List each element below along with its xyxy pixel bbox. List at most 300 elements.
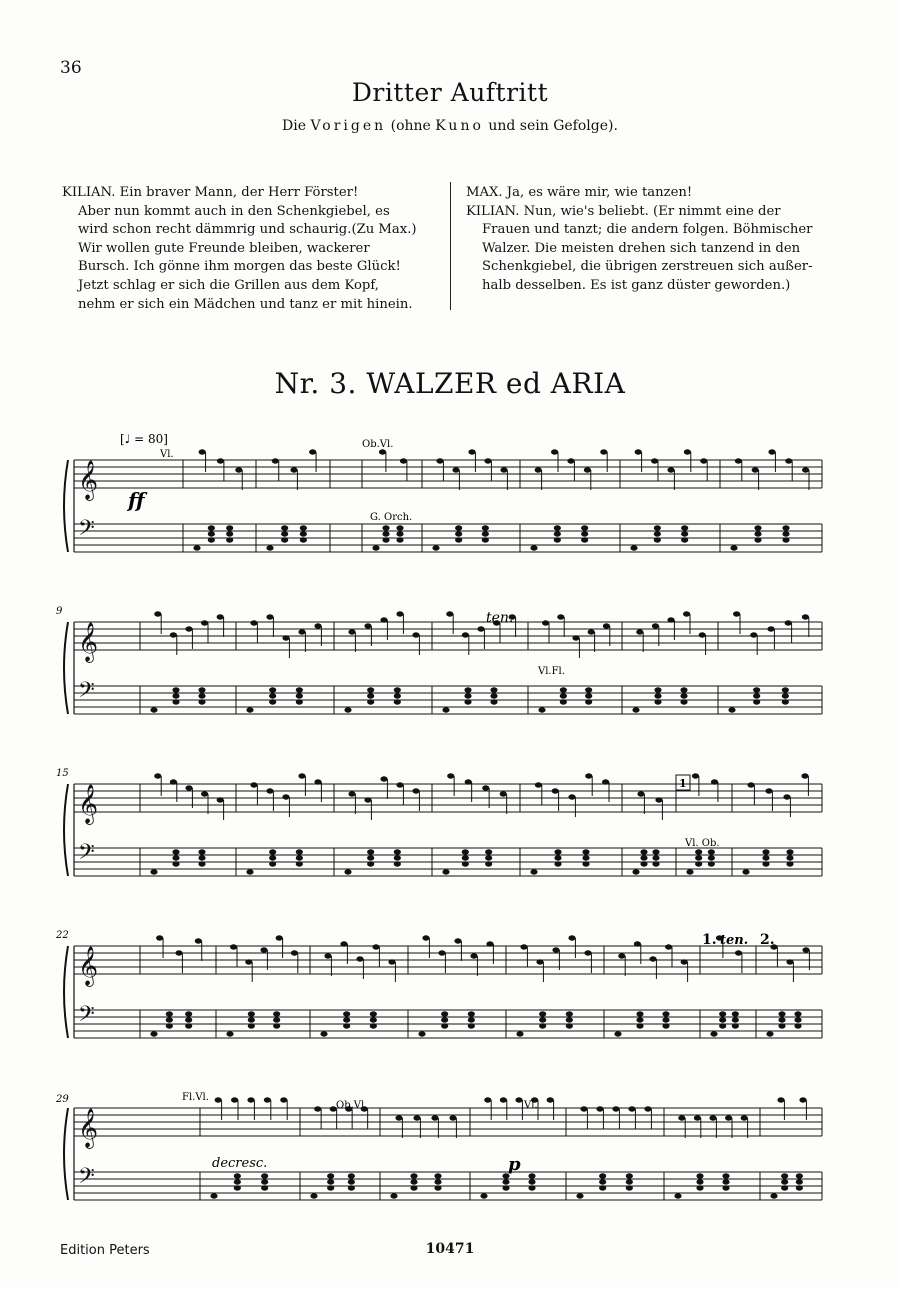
chord-note-head (396, 537, 403, 542)
chord-note-head (468, 1011, 475, 1016)
measure-number: 15 (56, 768, 69, 779)
note-head (340, 941, 347, 946)
bass-note-head (674, 1193, 681, 1198)
bass-note-head (538, 707, 545, 712)
chord-note-head (394, 855, 401, 860)
bass-note-head (150, 869, 157, 874)
note-head (735, 950, 742, 955)
chord-note-head (464, 687, 471, 692)
note-head (535, 467, 542, 472)
note-head (515, 1097, 522, 1102)
instrument-label: Vl.Fl. (538, 666, 565, 677)
chord-note-head (394, 699, 401, 704)
chord-note-head (367, 849, 374, 854)
chord-note-head (652, 855, 659, 860)
note-head (431, 1115, 438, 1120)
subtitle-kuno: Kuno (435, 118, 484, 134)
chord-note-head (172, 849, 179, 854)
note-head (280, 1097, 287, 1102)
instrument-label: G. Orch. (370, 512, 413, 523)
dialog-line: Walzer. Die meisten drehen sich tanzend in den (482, 240, 801, 256)
chord-note-head (640, 849, 647, 854)
chord-note-head (786, 849, 793, 854)
instrument-label: Ob.Vl. (362, 439, 394, 450)
chord-note-head (198, 849, 205, 854)
note-head (655, 797, 662, 802)
dialog-line: halb desselben. Es ist ganz düster geworden.) (482, 277, 791, 293)
note-head (683, 611, 690, 616)
note-head (282, 635, 289, 640)
note-head (175, 950, 182, 955)
bass-note-head (310, 1193, 317, 1198)
bass-note-head (728, 707, 735, 712)
chord-note-head (762, 855, 769, 860)
bass-note-head (530, 545, 537, 550)
note-head (618, 953, 625, 958)
chord-note-head (455, 525, 462, 530)
chord-note-head (485, 855, 492, 860)
chord-note-head (696, 1179, 703, 1184)
chord-note-head (396, 531, 403, 536)
chord-note-head (681, 531, 688, 536)
instrument-label: Vl. Ob. (685, 838, 720, 849)
chord-note-head (367, 861, 374, 866)
chord-note-head (198, 693, 205, 698)
chord-note-head (198, 699, 205, 704)
note-head (557, 614, 564, 619)
bass-note-head (686, 869, 693, 874)
first-ending: 1. (702, 932, 717, 948)
chord-note-head (636, 1017, 643, 1022)
chord-note-head (269, 855, 276, 860)
chord-note-head (490, 693, 497, 698)
note-head (217, 458, 224, 463)
chord-note-head (269, 861, 276, 866)
note-head (551, 449, 558, 454)
note-head (681, 959, 688, 964)
chord-note-head (732, 1017, 739, 1022)
note-head (547, 1097, 554, 1102)
brace-icon (64, 1108, 68, 1200)
subtitle-part: und sein Gefolge). (483, 118, 618, 134)
note-head (314, 1106, 321, 1111)
dialog-line: Jetzt schlag er sich die Grillen aus dem Kopf, (78, 277, 379, 293)
chord-note-head (640, 861, 647, 866)
dialog-line: Frauen und tanzt; die andern folgen. Böhmischer (482, 222, 813, 238)
chord-note-head (382, 525, 389, 530)
note-head (802, 614, 809, 619)
note-head (447, 773, 454, 778)
chord-note-head (662, 1011, 669, 1016)
note-head (584, 950, 591, 955)
note-head (596, 1106, 603, 1111)
chord-note-head (370, 1023, 377, 1028)
note-head (400, 458, 407, 463)
note-head (282, 794, 289, 799)
chord-note-head (269, 687, 276, 692)
chord-note-head (462, 849, 469, 854)
note-head (802, 947, 809, 952)
bass-note-head (390, 1193, 397, 1198)
chord-note-head (732, 1023, 739, 1028)
chord-note-head (300, 531, 307, 536)
chord-note-head (528, 1179, 535, 1184)
note-head (634, 941, 641, 946)
note-head (309, 449, 316, 454)
chord-note-head (248, 1011, 255, 1016)
chord-note-head (296, 861, 303, 866)
chord-note-head (778, 1011, 785, 1016)
note-head (470, 953, 477, 958)
chord-note-head (441, 1011, 448, 1016)
chord-note-head (462, 855, 469, 860)
dialog-line: Aber nun kommt auch in den Schenkgiebel, es (78, 203, 390, 219)
chord-note-head (554, 855, 561, 860)
note-head (413, 1115, 420, 1120)
note-head (536, 959, 543, 964)
chord-note-head (434, 1179, 441, 1184)
chord-note-head (782, 693, 789, 698)
note-head (348, 791, 355, 796)
note-head (484, 1097, 491, 1102)
scene-subtitle (0, 118, 900, 134)
chord-note-head (226, 531, 233, 536)
bass-note-head (266, 545, 273, 550)
chord-note-head (269, 693, 276, 698)
note-head (652, 623, 659, 628)
chord-note-head (796, 1173, 803, 1178)
bass-note-head (246, 869, 253, 874)
chord-note-head (599, 1185, 606, 1190)
note-head (651, 458, 658, 463)
note-head (785, 620, 792, 625)
note-head (768, 449, 775, 454)
chord-note-head (482, 531, 489, 536)
bass-note-head (246, 707, 253, 712)
chord-note-head (462, 861, 469, 866)
chord-note-head (296, 699, 303, 704)
bass-clef-icon: 𝄢 (78, 516, 95, 546)
chord-note-head (455, 537, 462, 542)
note-head (250, 620, 257, 625)
note-head (649, 956, 656, 961)
bass-clef-icon: 𝄢 (78, 840, 95, 870)
brace-icon (64, 784, 68, 876)
note-head (777, 1097, 784, 1102)
chord-note-head (327, 1179, 334, 1184)
note-head (201, 791, 208, 796)
chord-note-head (554, 861, 561, 866)
note-head (314, 623, 321, 628)
chord-note-head (696, 1173, 703, 1178)
chord-note-head (732, 1011, 739, 1016)
chord-note-head (708, 855, 715, 860)
note-head (412, 788, 419, 793)
chord-note-head (554, 525, 561, 530)
chord-note-head (782, 531, 789, 536)
chord-note-head (208, 531, 215, 536)
dynamic-decresc: decresc. (212, 1156, 268, 1171)
chord-note-head (281, 537, 288, 542)
chord-note-head (680, 693, 687, 698)
chord-note-head (626, 1173, 633, 1178)
treble-clef-icon: 𝄞 (78, 1108, 99, 1148)
bass-note-head (730, 545, 737, 550)
chord-note-head (652, 849, 659, 854)
instrument-label: Ob.Vl. (336, 1100, 368, 1111)
tempo-marking: [♩ = 80] (120, 432, 168, 446)
chord-note-head (234, 1179, 241, 1184)
chord-note-head (681, 525, 688, 530)
bass-note-head (480, 1193, 487, 1198)
chord-note-head (782, 699, 789, 704)
note-head (195, 938, 202, 943)
note-head (733, 611, 740, 616)
footer-plate-number: 10471 (425, 1241, 475, 1257)
chord-note-head (434, 1185, 441, 1190)
note-head (802, 467, 809, 472)
note-head (572, 635, 579, 640)
note-head (500, 791, 507, 796)
note-head (396, 782, 403, 787)
note-head (799, 1097, 806, 1102)
note-head (260, 947, 267, 952)
chord-note-head (754, 531, 761, 536)
note-head (667, 617, 674, 622)
chord-note-head (585, 693, 592, 698)
chord-note-head (208, 525, 215, 530)
note-head (600, 449, 607, 454)
note-head (580, 1106, 587, 1111)
chord-note-head (434, 1173, 441, 1178)
measure-number: 9 (56, 606, 63, 617)
bass-clef-icon: 𝄢 (78, 1002, 95, 1032)
chord-note-head (599, 1179, 606, 1184)
chord-note-head (781, 1179, 788, 1184)
chord-note-head (234, 1173, 241, 1178)
subtitle-part: (ohne (386, 118, 436, 134)
chord-note-head (348, 1173, 355, 1178)
chord-note-head (528, 1173, 535, 1178)
dynamic-ff: ff (128, 488, 145, 512)
chord-note-head (343, 1017, 350, 1022)
bass-note-head (632, 707, 639, 712)
chord-note-head (762, 849, 769, 854)
note-head (612, 1106, 619, 1111)
note-head (201, 620, 208, 625)
note-head (215, 1097, 222, 1102)
note-head (725, 1115, 732, 1120)
number-title: Nr. 3. WALZER ed ARIA (274, 367, 626, 400)
note-head (372, 944, 379, 949)
chord-note-head (281, 525, 288, 530)
chord-note-head (695, 861, 702, 866)
chord-note-head (300, 525, 307, 530)
dialog-line: nehm er sich ein Mädchen und tanz er mit hinein. (78, 296, 413, 312)
chord-note-head (198, 687, 205, 692)
first-ending-tenuto: ten. (720, 933, 749, 948)
chord-note-head (539, 1023, 546, 1028)
tenuto-marking: ten. (486, 610, 514, 626)
bass-note-head (576, 1193, 583, 1198)
bass-note-head (630, 545, 637, 550)
chord-note-head (482, 525, 489, 530)
chord-note-head (172, 687, 179, 692)
note-head (364, 623, 371, 628)
note-head (348, 629, 355, 634)
bass-note-head (226, 1031, 233, 1036)
chord-note-head (300, 537, 307, 542)
note-head (667, 467, 674, 472)
note-head (585, 773, 592, 778)
note-head (741, 1115, 748, 1120)
chord-note-head (754, 537, 761, 542)
page-number: 36 (60, 58, 82, 78)
chord-note-head (296, 693, 303, 698)
chord-note-head (754, 525, 761, 530)
instrument-label: Fl.Vl. (182, 1092, 209, 1103)
note-head (217, 797, 224, 802)
note-head (438, 950, 445, 955)
chord-note-head (786, 861, 793, 866)
chord-note-head (781, 1185, 788, 1190)
note-head (462, 632, 469, 637)
chord-note-head (269, 849, 276, 854)
note-head (635, 449, 642, 454)
brace-icon (64, 622, 68, 714)
note-head (380, 617, 387, 622)
note-head (711, 779, 718, 784)
chord-note-head (502, 1185, 509, 1190)
chord-note-head (581, 537, 588, 542)
chord-note-head (370, 1011, 377, 1016)
chord-note-head (599, 1173, 606, 1178)
chord-note-head (539, 1017, 546, 1022)
note-head (584, 467, 591, 472)
subtitle-part: Die (282, 118, 311, 134)
chord-note-head (636, 1023, 643, 1028)
note-head (588, 629, 595, 634)
chord-note-head (198, 861, 205, 866)
chord-note-head (681, 537, 688, 542)
chord-note-head (281, 531, 288, 536)
chord-note-head (708, 849, 715, 854)
bass-note-head (530, 869, 537, 874)
chord-note-head (654, 693, 661, 698)
chord-note-head (367, 687, 374, 692)
chord-note-head (782, 687, 789, 692)
note-head (156, 935, 163, 940)
chord-note-head (261, 1179, 268, 1184)
chord-note-head (654, 537, 661, 542)
note-head (747, 782, 754, 787)
note-head (412, 632, 419, 637)
chord-note-head (327, 1173, 334, 1178)
chord-note-head (654, 525, 661, 530)
note-head (665, 944, 672, 949)
score-markings (55, 432, 775, 1175)
chord-note-head (782, 525, 789, 530)
note-head (465, 779, 472, 784)
chord-note-head (778, 1023, 785, 1028)
note-head (567, 458, 574, 463)
brace-icon (64, 946, 68, 1038)
chord-note-head (626, 1179, 633, 1184)
note-head (388, 959, 395, 964)
chord-note-head (185, 1017, 192, 1022)
note-head (500, 467, 507, 472)
chord-note-head (485, 849, 492, 854)
note-head (486, 941, 493, 946)
rehearsal-number: 1 (679, 777, 687, 790)
chord-note-head (343, 1011, 350, 1016)
dialog-line: Schenkgiebel, die übrigen zerstreuen sich außer- (482, 259, 813, 275)
note-head (231, 1097, 238, 1102)
note-head (396, 611, 403, 616)
note-head (500, 1097, 507, 1102)
chord-note-head (296, 855, 303, 860)
chord-note-head (273, 1011, 280, 1016)
chord-note-head (582, 849, 589, 854)
chord-note-head (273, 1023, 280, 1028)
chord-note-head (367, 855, 374, 860)
note-head (542, 620, 549, 625)
note-head (154, 773, 161, 778)
chord-note-head (464, 699, 471, 704)
chord-note-head (662, 1023, 669, 1028)
note-head (185, 785, 192, 790)
chord-note-head (482, 537, 489, 542)
note-head (356, 956, 363, 961)
chord-note-head (370, 1017, 377, 1022)
subtitle-vorigen: Vorigen (310, 118, 387, 134)
chord-note-head (566, 1011, 573, 1016)
chord-note-head (640, 855, 647, 860)
note-head (290, 467, 297, 472)
note-head (379, 449, 386, 454)
chord-note-head (296, 849, 303, 854)
note-head (765, 788, 772, 793)
chord-note-head (560, 699, 567, 704)
note-head (217, 614, 224, 619)
chord-note-head (226, 537, 233, 542)
note-head (436, 458, 443, 463)
chord-note-head (172, 693, 179, 698)
note-head (520, 944, 527, 949)
chord-note-head (394, 861, 401, 866)
treble-clef-icon: 𝄞 (78, 622, 99, 662)
bass-note-head (150, 1031, 157, 1036)
chord-note-head (560, 693, 567, 698)
chord-note-head (585, 687, 592, 692)
chord-note-head (468, 1017, 475, 1022)
dialog-line: KILIAN. Ein braver Mann, der Herr Förster! (62, 185, 359, 200)
note-head (628, 1106, 635, 1111)
chord-note-head (208, 537, 215, 542)
note-head (482, 785, 489, 790)
bass-clef-icon: 𝄢 (78, 1164, 95, 1194)
chord-note-head (410, 1173, 417, 1178)
chord-note-head (796, 1185, 803, 1190)
chord-note-head (753, 693, 760, 698)
bass-note-head (614, 1031, 621, 1036)
note-head (266, 614, 273, 619)
dialog-line: Bursch. Ich gönne ihm morgen das beste Glück! (78, 259, 401, 275)
chord-note-head (248, 1017, 255, 1022)
note-head (552, 947, 559, 952)
chord-note-head (654, 531, 661, 536)
note-head (678, 1115, 685, 1120)
